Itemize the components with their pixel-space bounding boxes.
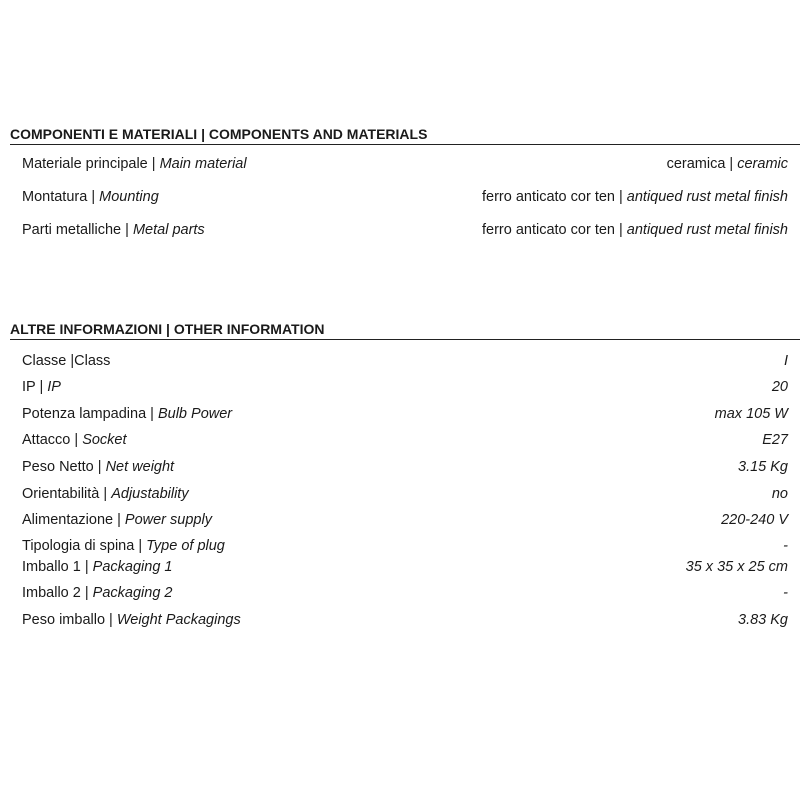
row-value: 35 x 35 x 25 cm [685,559,788,575]
row-value: ferro anticato cor ten | antiqued rust metal finish [481,189,788,205]
spec-row-packaging-weight [10,612,788,628]
components-section [10,126,800,238]
row-value: 220-240 V [721,512,788,528]
row-label: Tipologia di spina | Type of plug [22,538,225,554]
spec-row-bulb-power [10,406,788,422]
spec-row-power-supply [10,512,788,528]
other-info-section [10,321,800,628]
row-value: 3.15 Kg [738,459,788,475]
row-value: I [783,353,788,369]
row-value: ceramica | ceramic [666,156,788,172]
row-value: - [783,538,788,554]
row-value: - [783,585,788,601]
spec-row-ip [10,379,788,395]
row-value: ferro anticato cor ten | antiqued rust metal finish [481,222,788,238]
row-label: Imballo 1 | Packaging 1 [22,559,173,575]
row-label: Peso Netto | Net weight [22,459,175,475]
spec-row-socket [10,432,788,448]
row-value: E27 [762,432,788,448]
row-value: no [771,486,788,502]
spec-row-main-material [10,156,788,172]
row-label: Montatura | Mounting [22,189,159,205]
spec-row-metal-parts [10,222,788,238]
spec-row-mounting [10,189,788,205]
spec-row-packaging-2 [10,585,788,601]
row-label: Materiale principale | Main material [22,156,247,172]
row-label: Classe |Class [22,353,111,369]
spec-row-net-weight [10,459,788,475]
spec-row-plug-type [10,538,788,554]
row-label: Alimentazione | Power supply [22,512,212,528]
spec-row-packaging-1 [10,559,788,575]
row-label: Imballo 2 | Packaging 2 [22,585,173,601]
other-info-title: ALTRE INFORMAZIONI | OTHER INFORMATION [10,321,800,340]
row-label: Potenza lampadina | Bulb Power [22,406,233,422]
components-title: COMPONENTI E MATERIALI | COMPONENTS AND MATERIALS [10,126,800,145]
row-label: Attacco | Socket [22,432,127,448]
row-value: 20 [771,379,788,395]
row-value: max 105 W [714,406,788,422]
row-value: 3.83 Kg [738,612,788,628]
row-label: Peso imballo | Weight Packagings [22,612,241,628]
row-label: Parti metalliche | Metal parts [22,222,205,238]
spec-row-class [10,353,788,369]
row-label: Orientabilità | Adjustability [22,486,189,502]
spec-row-adjustability [10,486,788,502]
row-label: IP | IP [22,379,61,395]
